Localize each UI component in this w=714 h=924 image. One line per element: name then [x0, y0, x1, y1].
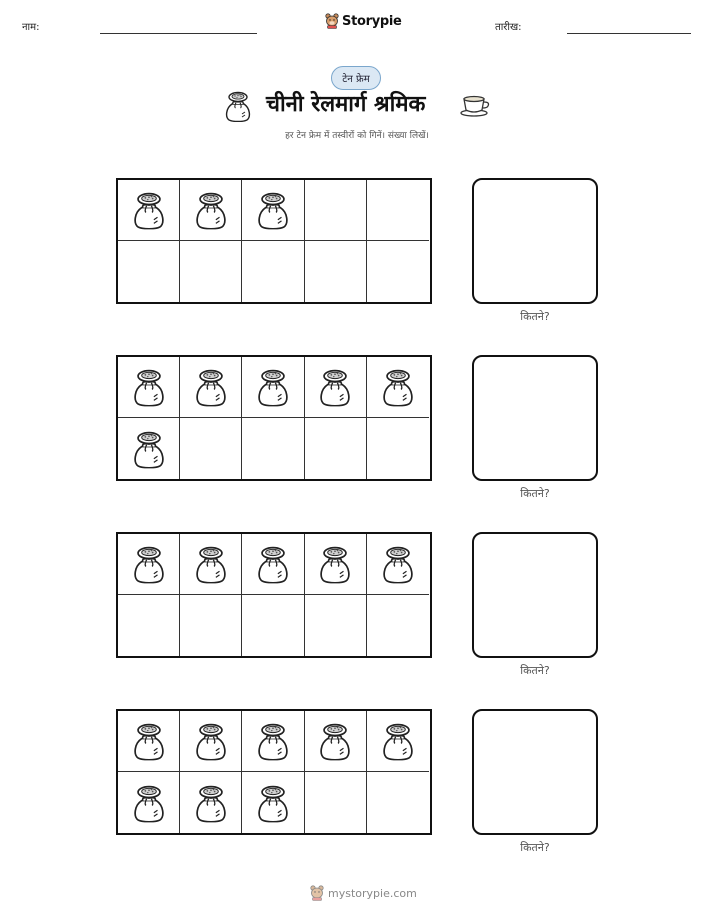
sack-icon	[132, 429, 166, 469]
ten-frame	[116, 532, 432, 658]
frame-cell	[305, 418, 367, 479]
sack-icon	[256, 544, 290, 584]
frame-cell	[242, 180, 304, 241]
date-label: तारीख:	[495, 22, 522, 33]
count-label: कितने?	[520, 487, 550, 500]
frame-cell	[118, 180, 180, 241]
frame-cell	[118, 418, 180, 479]
frame-cell	[180, 772, 242, 833]
count-label: कितने?	[520, 310, 550, 323]
frame-cell	[305, 772, 367, 833]
sack-icon	[194, 783, 228, 823]
count-label: कितने?	[520, 841, 550, 854]
sack-icon	[318, 367, 352, 407]
frame-cell	[242, 534, 304, 595]
instructions: हर टेन फ्रेम में तस्वीरों को गिनें। संख्या लिखें।	[285, 131, 429, 141]
frame-cell	[180, 534, 242, 595]
frame-cell	[367, 772, 429, 833]
teacup-icon	[460, 93, 492, 117]
frame-cell	[180, 418, 242, 479]
ten-frame	[116, 178, 432, 304]
ten-frame	[116, 355, 432, 481]
frame-cell	[118, 595, 180, 656]
frame-cell	[242, 595, 304, 656]
page-title: चीनी रेलमार्ग श्रमिक	[266, 92, 426, 117]
sack-icon	[194, 190, 228, 230]
frame-cell	[305, 595, 367, 656]
bear-icon	[325, 13, 339, 29]
frame-cell	[180, 595, 242, 656]
sack-icon	[256, 721, 290, 761]
sack-icon	[256, 367, 290, 407]
answer-box[interactable]	[472, 709, 598, 835]
sack-icon	[194, 367, 228, 407]
name-label: नाम:	[22, 22, 40, 33]
brand	[325, 13, 402, 29]
frame-cell	[367, 418, 429, 479]
answer-box[interactable]	[472, 532, 598, 658]
frame-cell	[305, 241, 367, 302]
sack-icon	[132, 783, 166, 823]
date-line[interactable]	[567, 33, 691, 34]
frame-cell	[305, 711, 367, 772]
footer-site: mystorypie.com	[328, 886, 417, 900]
frame-cell	[305, 534, 367, 595]
sack-icon	[224, 90, 252, 122]
sack-icon	[381, 544, 415, 584]
sack-icon	[256, 190, 290, 230]
frame-cell	[118, 772, 180, 833]
footer	[310, 885, 417, 901]
topic-badge: टेन फ्रेम	[331, 66, 381, 90]
frame-cell	[180, 357, 242, 418]
sack-icon	[194, 721, 228, 761]
sack-icon	[194, 544, 228, 584]
sack-icon	[318, 721, 352, 761]
frame-cell	[242, 418, 304, 479]
frame-cell	[242, 772, 304, 833]
brand-name: Storypie	[342, 13, 402, 29]
sack-icon	[132, 190, 166, 230]
frame-cell	[367, 711, 429, 772]
frame-cell	[242, 357, 304, 418]
sack-icon	[318, 544, 352, 584]
frame-cell	[242, 711, 304, 772]
sack-icon	[381, 721, 415, 761]
frame-cell	[367, 357, 429, 418]
frame-cell	[367, 180, 429, 241]
frame-cell	[180, 180, 242, 241]
name-line[interactable]	[100, 33, 257, 34]
frame-cell	[305, 180, 367, 241]
answer-box[interactable]	[472, 178, 598, 304]
answer-box[interactable]	[472, 355, 598, 481]
frame-cell	[367, 595, 429, 656]
frame-cell	[180, 711, 242, 772]
frame-cell	[118, 711, 180, 772]
frame-cell	[180, 241, 242, 302]
sack-icon	[256, 783, 290, 823]
bear-icon	[310, 885, 324, 901]
frame-cell	[118, 534, 180, 595]
sack-icon	[132, 367, 166, 407]
sack-icon	[132, 721, 166, 761]
frame-cell	[367, 534, 429, 595]
frame-cell	[305, 357, 367, 418]
frame-cell	[242, 241, 304, 302]
sack-icon	[381, 367, 415, 407]
count-label: कितने?	[520, 664, 550, 677]
frame-cell	[367, 241, 429, 302]
sack-icon	[132, 544, 166, 584]
ten-frame	[116, 709, 432, 835]
frame-cell	[118, 241, 180, 302]
frame-cell	[118, 357, 180, 418]
